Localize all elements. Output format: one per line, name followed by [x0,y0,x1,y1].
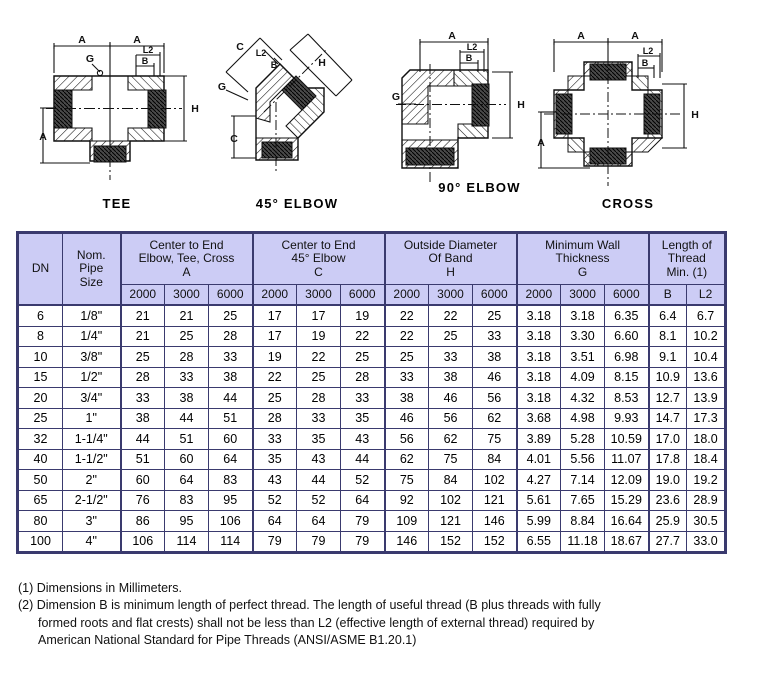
cell-c-2000: 22 [253,367,297,388]
cell-dn: 100 [19,531,63,552]
subheader-a-2000: 2000 [121,285,165,306]
cell-thread-b: 25.9 [649,511,687,532]
subheader-g-2000: 2000 [517,285,561,306]
cell-thread-b: 12.7 [649,388,687,409]
cell-thread-b: 6.4 [649,305,687,326]
cell-h-6000: 56 [473,388,517,409]
cell-g-3000: 7.65 [561,490,605,511]
cell-a-3000: 28 [165,347,209,368]
cell-h-3000: 46 [429,388,473,409]
cell-thread-b: 23.6 [649,490,687,511]
cell-g-3000: 4.32 [561,388,605,409]
cell-c-3000: 52 [297,490,341,511]
cell-a-3000: 114 [165,531,209,552]
cell-thread-b: 8.1 [649,326,687,347]
dim-label-a2: A [133,34,141,46]
cell-a-2000: 21 [121,326,165,347]
header-group-h [385,234,517,285]
cell-c-6000: 44 [341,449,385,470]
table-row [19,531,725,552]
cell-thread-b: 17.0 [649,429,687,450]
cell-h-2000: 22 [385,326,429,347]
cell-thread-b: 19.0 [649,470,687,491]
table-row [19,326,725,347]
cell-nominal-pipe-size: 4" [63,531,121,552]
cell-nominal-pipe-size: 3/8" [63,347,121,368]
cell-a-3000: 83 [165,490,209,511]
subheader-a-3000: 3000 [165,285,209,306]
cell-c-6000: 52 [341,470,385,491]
cell-h-2000: 22 [385,305,429,326]
group-c-line1: Center to End [281,237,356,252]
cell-g-6000: 12.09 [605,470,649,491]
subheader-g-6000: 6000 [605,285,649,306]
cell-h-3000: 33 [429,347,473,368]
cell-a-3000: 64 [165,470,209,491]
cell-thread-b: 17.8 [649,449,687,470]
cell-g-6000: 11.07 [605,449,649,470]
cell-a-6000: 83 [209,470,253,491]
cell-thread-l2: 30.5 [687,511,725,532]
table-row [19,449,725,470]
group-thread-line3: Min. (1) [666,264,708,279]
cell-c-2000: 33 [253,429,297,450]
cell-a-6000: 25 [209,305,253,326]
dim-label-h: H [691,109,699,121]
cell-nominal-pipe-size: 3" [63,511,121,532]
group-h-line2: Of Band [428,251,473,266]
cell-g-2000: 3.68 [517,408,561,429]
cell-c-3000: 19 [297,326,341,347]
cell-c-3000: 64 [297,511,341,532]
cell-h-2000: 33 [385,367,429,388]
subheader-thread-b: B [649,285,687,306]
cell-c-6000: 25 [341,347,385,368]
cell-g-2000: 3.18 [517,388,561,409]
note-1: (1) Dimensions in Millimeters. [18,581,182,595]
dim-label-l2: L2 [466,42,478,52]
cell-a-2000: 21 [121,305,165,326]
dim-label-l2: L2 [642,46,654,56]
cell-g-6000: 16.64 [605,511,649,532]
cell-h-6000: 102 [473,470,517,491]
group-a-line2: Elbow, Tee, Cross [138,251,235,266]
cell-a-3000: 95 [165,511,209,532]
cell-h-6000: 33 [473,326,517,347]
group-c-line3: C [314,264,323,279]
cell-c-2000: 43 [253,470,297,491]
cell-h-3000: 121 [429,511,473,532]
dim-label-l2: L2 [142,45,154,55]
cell-a-6000: 95 [209,490,253,511]
cell-g-2000: 6.55 [517,531,561,552]
cell-dn: 50 [19,470,63,491]
table-row [19,490,725,511]
dim-label-a1: A [577,30,585,42]
cell-nominal-pipe-size: 1-1/4" [63,429,121,450]
cell-g-3000: 8.84 [561,511,605,532]
cell-g-6000: 9.93 [605,408,649,429]
cell-thread-l2: 33.0 [687,531,725,552]
cell-h-6000: 62 [473,408,517,429]
table-body [19,305,725,552]
cell-h-2000: 38 [385,388,429,409]
subheader-c-6000: 6000 [341,285,385,306]
dim-label-g: G [217,81,227,93]
cell-thread-l2: 19.2 [687,470,725,491]
cell-a-6000: 38 [209,367,253,388]
cell-dn: 8 [19,326,63,347]
cell-nominal-pipe-size: 1-1/2" [63,449,121,470]
cell-g-2000: 5.99 [517,511,561,532]
cell-a-2000: 25 [121,347,165,368]
cell-nominal-pipe-size: 1/2" [63,367,121,388]
cell-a-3000: 44 [165,408,209,429]
table-row [19,305,725,326]
table-row [19,511,725,532]
cell-thread-b: 9.1 [649,347,687,368]
cell-g-3000: 3.51 [561,347,605,368]
cell-c-6000: 79 [341,531,385,552]
cell-c-2000: 79 [253,531,297,552]
group-g-line2: Thickness [555,251,610,266]
group-g-line1: Minimum Wall [545,237,620,252]
cell-c-6000: 35 [341,408,385,429]
cell-a-2000: 106 [121,531,165,552]
cell-dn: 80 [19,511,63,532]
cell-a-3000: 33 [165,367,209,388]
cell-a-2000: 60 [121,470,165,491]
cell-g-3000: 5.56 [561,449,605,470]
header-row-groups [19,234,725,285]
figure-caption-45-elbow: 45° ELBOW [255,196,339,211]
cell-c-3000: 22 [297,347,341,368]
cell-a-2000: 86 [121,511,165,532]
dimensions-table [18,233,725,552]
cell-h-6000: 146 [473,511,517,532]
cell-thread-b: 14.7 [649,408,687,429]
dim-label-b: B [270,60,278,70]
cell-dn: 25 [19,408,63,429]
note-2-line3: American National Standard for Pipe Threads (ANSI/ASME B1.20.1) [38,632,417,647]
cell-a-6000: 64 [209,449,253,470]
subheader-c-3000: 3000 [297,285,341,306]
group-h-line1: Outside Diameter [403,237,498,252]
dim-label-a3: A [537,137,545,149]
dim-label-a3: A [39,131,47,143]
header-nps-line3: Size [79,274,103,289]
header-dn: DN [19,234,63,306]
cell-dn: 10 [19,347,63,368]
cell-g-6000: 15.29 [605,490,649,511]
cell-c-6000: 28 [341,367,385,388]
cell-h-3000: 25 [429,326,473,347]
cell-c-6000: 19 [341,305,385,326]
cell-thread-l2: 13.9 [687,388,725,409]
cell-h-6000: 25 [473,305,517,326]
cell-c-2000: 52 [253,490,297,511]
cell-a-2000: 28 [121,367,165,388]
note-2-line2: formed roots and flat crests) shall not be less than L2 (effective length of external thread) required by [38,615,595,630]
cell-g-2000: 3.18 [517,347,561,368]
dim-label-h: H [318,57,326,69]
cell-c-2000: 17 [253,305,297,326]
cell-g-6000: 8.15 [605,367,649,388]
cell-thread-l2: 10.2 [687,326,725,347]
cell-h-3000: 22 [429,305,473,326]
cell-h-2000: 56 [385,429,429,450]
cell-c-3000: 35 [297,429,341,450]
cell-g-2000: 3.89 [517,429,561,450]
cell-c-2000: 35 [253,449,297,470]
cell-c-2000: 64 [253,511,297,532]
subheader-h-2000: 2000 [385,285,429,306]
cell-c-3000: 79 [297,531,341,552]
cell-nominal-pipe-size: 1/4" [63,326,121,347]
cell-h-6000: 84 [473,449,517,470]
cell-nominal-pipe-size: 1/8" [63,305,121,326]
cell-g-6000: 10.59 [605,429,649,450]
cell-a-2000: 76 [121,490,165,511]
cell-c-3000: 33 [297,408,341,429]
cell-c-6000: 79 [341,511,385,532]
cell-a-3000: 60 [165,449,209,470]
cell-a-3000: 21 [165,305,209,326]
cell-a-2000: 51 [121,449,165,470]
elbow45-drawing [212,28,382,203]
subheader-a-6000: 6000 [209,285,253,306]
figure-caption-cross: CROSS [601,196,655,211]
dim-label-a: A [448,30,456,42]
cross-drawing [528,28,728,203]
dim-label-h: H [191,103,199,115]
cell-thread-l2: 18.4 [687,449,725,470]
dimensions-table-wrapper [18,233,718,552]
cell-g-2000: 4.01 [517,449,561,470]
cell-a-6000: 51 [209,408,253,429]
figure-caption-90-elbow: 90° ELBOW [438,180,521,195]
cell-h-2000: 92 [385,490,429,511]
cell-dn: 40 [19,449,63,470]
header-group-thread [649,234,725,285]
header-group-a [121,234,253,285]
subheader-h-3000: 3000 [429,285,473,306]
cell-thread-l2: 6.7 [687,305,725,326]
subheader-thread-l2: L2 [687,285,725,306]
figure-45-elbow [212,28,382,228]
cell-c-3000: 43 [297,449,341,470]
cell-c-6000: 43 [341,429,385,450]
cell-g-3000: 3.18 [561,305,605,326]
cell-thread-b: 27.7 [649,531,687,552]
group-a-line3: A [182,264,191,279]
cell-thread-l2: 18.0 [687,429,725,450]
group-thread-line1: Length of [661,237,712,252]
subheader-h-6000: 6000 [473,285,517,306]
cell-g-3000: 5.28 [561,429,605,450]
cell-thread-l2: 10.4 [687,347,725,368]
dim-label-g: G [85,53,95,65]
cell-h-2000: 146 [385,531,429,552]
group-a-line1: Center to End [149,237,224,252]
cell-c-3000: 44 [297,470,341,491]
cell-g-3000: 3.30 [561,326,605,347]
header-row-classes [19,285,725,306]
header-group-g [517,234,649,285]
cell-h-3000: 84 [429,470,473,491]
table-notes [18,580,758,649]
table-row [19,470,725,491]
cell-a-2000: 44 [121,429,165,450]
cell-thread-l2: 13.6 [687,367,725,388]
cell-g-6000: 6.98 [605,347,649,368]
cell-dn: 20 [19,388,63,409]
cell-c-2000: 28 [253,408,297,429]
cell-a-6000: 60 [209,429,253,450]
cell-h-2000: 62 [385,449,429,470]
cell-g-3000: 4.98 [561,408,605,429]
cell-g-2000: 3.18 [517,367,561,388]
cell-a-6000: 106 [209,511,253,532]
cell-a-2000: 38 [121,408,165,429]
cell-h-2000: 109 [385,511,429,532]
cell-g-6000: 6.60 [605,326,649,347]
dim-label-a1: A [78,34,86,46]
cell-thread-l2: 17.3 [687,408,725,429]
figure-caption-tee: TEE [102,196,132,211]
cell-c-6000: 64 [341,490,385,511]
cell-h-3000: 75 [429,449,473,470]
cell-g-2000: 3.18 [517,305,561,326]
cell-a-6000: 114 [209,531,253,552]
cell-g-6000: 8.53 [605,388,649,409]
cell-g-3000: 7.14 [561,470,605,491]
cell-c-3000: 28 [297,388,341,409]
cell-c-2000: 17 [253,326,297,347]
subheader-g-3000: 3000 [561,285,605,306]
cell-a-6000: 33 [209,347,253,368]
header-nominal-pipe-size [63,234,121,306]
cell-thread-b: 10.9 [649,367,687,388]
cell-g-3000: 4.09 [561,367,605,388]
cell-a-6000: 44 [209,388,253,409]
cell-c-2000: 19 [253,347,297,368]
dim-label-c1: C [236,41,244,53]
cell-a-3000: 25 [165,326,209,347]
tee-drawing [32,28,202,203]
cell-g-6000: 18.67 [605,531,649,552]
cell-g-2000: 3.18 [517,326,561,347]
note-2-line1: (2) Dimension B is minimum length of perfect thread. The length of useful thread (B plus threads with fully [18,598,601,613]
group-g-line3: G [577,264,588,279]
cell-a-6000: 28 [209,326,253,347]
dim-label-b: B [641,58,649,68]
fitting-drawings-strip [0,0,778,228]
cell-dn: 6 [19,305,63,326]
group-thread-line2: Thread [667,251,706,266]
cell-h-3000: 38 [429,367,473,388]
dim-label-l2: L2 [255,48,267,58]
cell-nominal-pipe-size: 2" [63,470,121,491]
cell-h-3000: 102 [429,490,473,511]
cell-h-6000: 46 [473,367,517,388]
cell-h-3000: 62 [429,429,473,450]
header-group-c [253,234,385,285]
cell-h-6000: 38 [473,347,517,368]
dim-label-a2: A [631,30,639,42]
table-row [19,388,725,409]
cell-a-2000: 33 [121,388,165,409]
cell-h-6000: 152 [473,531,517,552]
cell-g-6000: 6.35 [605,305,649,326]
cell-h-2000: 75 [385,470,429,491]
cell-g-2000: 4.27 [517,470,561,491]
cell-h-3000: 56 [429,408,473,429]
cell-a-3000: 51 [165,429,209,450]
cell-h-6000: 75 [473,429,517,450]
cell-g-3000: 11.18 [561,531,605,552]
table-row [19,347,725,368]
cell-h-2000: 46 [385,408,429,429]
figure-tee [32,28,202,228]
cell-c-2000: 25 [253,388,297,409]
cell-c-3000: 25 [297,367,341,388]
cell-dn: 15 [19,367,63,388]
cell-dn: 32 [19,429,63,450]
table-row [19,429,725,450]
cell-g-2000: 5.61 [517,490,561,511]
cell-a-3000: 38 [165,388,209,409]
table-row [19,367,725,388]
figure-cross [528,28,728,228]
cell-thread-l2: 28.9 [687,490,725,511]
dim-label-b: B [141,56,149,66]
dim-label-g: G [392,91,401,103]
cell-c-3000: 17 [297,305,341,326]
subheader-c-2000: 2000 [253,285,297,306]
table-head [19,234,725,306]
group-c-line2: 45° Elbow [291,251,346,266]
cell-h-2000: 25 [385,347,429,368]
cell-h-3000: 152 [429,531,473,552]
cell-dn: 65 [19,490,63,511]
cell-c-6000: 22 [341,326,385,347]
table-row [19,408,725,429]
cell-nominal-pipe-size: 1" [63,408,121,429]
header-nps-line2: Pipe [79,261,104,276]
dim-label-c2: C [230,133,238,145]
cell-nominal-pipe-size: 2-1/2" [63,490,121,511]
header-nps-line1: Nom. [76,247,106,262]
cell-c-6000: 33 [341,388,385,409]
dim-label-h: H [517,99,525,111]
dim-label-b: B [465,53,473,63]
cell-nominal-pipe-size: 3/4" [63,388,121,409]
group-h-line3: H [446,264,455,279]
cell-h-6000: 121 [473,490,517,511]
